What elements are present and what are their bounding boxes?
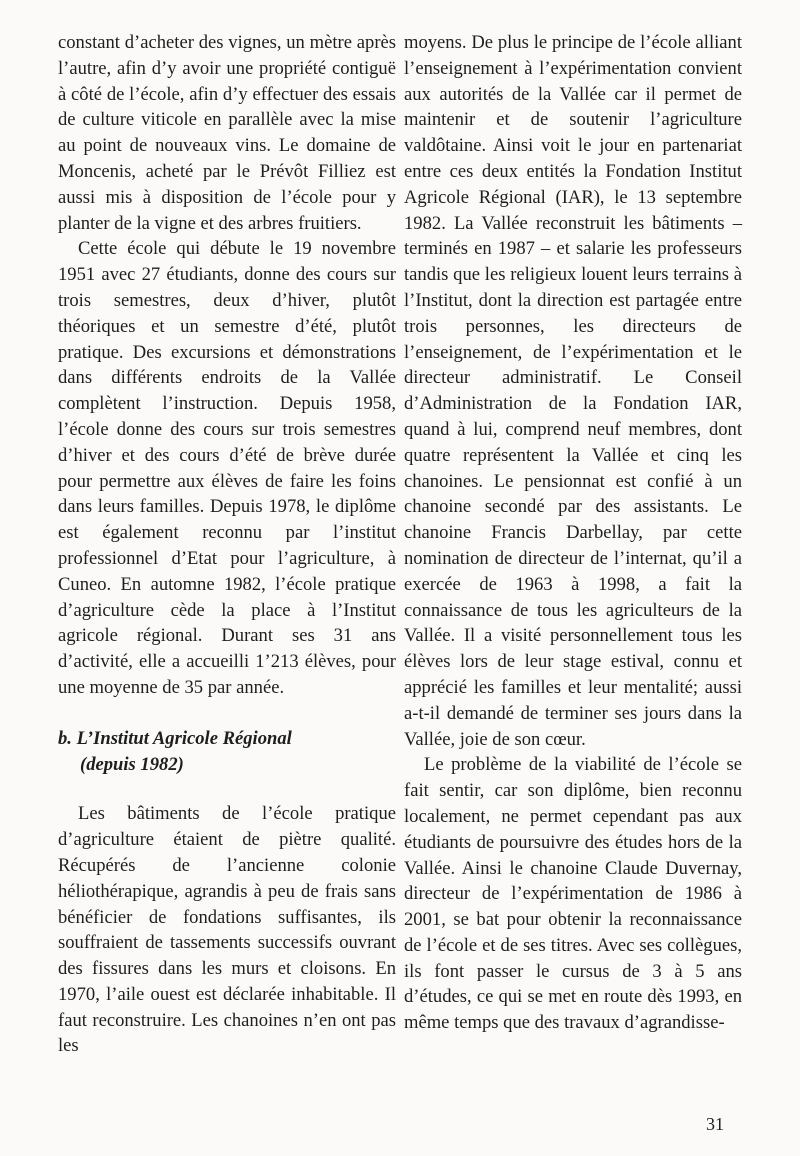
page-number: 31 [706, 1114, 724, 1134]
right-column [404, 30, 742, 1036]
paragraph-foundation: moyens. De plus le principe de l’école alliant l’enseignement à l’expérimentation convient aux autorités de la Vallée car il permet de maintenir et de soutenir l’agriculture valdôtaine. Ainsi voit le jour en partenariat entre ces deux entités la Fondation Institut Agricole Régional (IAR), le 13 septembre 1982. La Vallée reconstruit les bâtiments – terminés en 1987 – et salarie les professeurs tandis que les religieux louent leurs terrains à l’Institut, dont la direction est partagée entre trois personnes, les directeurs de l’enseignement, de l’expérimentation et le directeur administratif. Le Conseil d’Administration de la Fondation IAR, quand à lui, comprend neuf membres, dont quatre représentent la Vallée et cinq les chanoines. Le pensionnat est confié à un chanoine secondé par des assistants. Le chanoine Francis Darbellay, par cette nomination de directeur de l’internat, qu’il a exercée de 1963 à 1998, a fait la connaissance de tous les agriculteurs de la Vallée. Il a visité personnellement tous les élèves lors de leur stage estival, connu et apprécié les familles et leur mentalité; aussi a-t-il demandé de terminer ses jours dans la Vallée, joie de son cœur. [404, 32, 742, 750]
left-column [58, 30, 396, 1059]
paragraph-viability: Le problème de la viabilité de l’école se fait sentir, car son diplôme, bien reconnu localement, ne permet cependant pas aux étudiants de poursuivre des études hors de la Vallée. Ainsi le chanoine Claude Duvernay, directeur de l’expérimentation de 1986 à 2001, se bat pour obtenir la reconnaissance de l’école et de ses titres. Avec ses collègues, ils font passer le cursus de 3 à 5 ans d’études, ce qui se met en route dès 1993, en même temps que des travaux d’agrandisse- [404, 754, 742, 1034]
section-heading-title: b. L’Institut Agricole Régional [58, 727, 292, 749]
section-heading [58, 726, 396, 778]
paragraph-vineyards: constant d’acheter des vignes, un mètre après l’autre, afin d’y avoir une propriété contiguë à côté de l’école, afin d’y effectuer des essais de culture viticole en parallèle avec la mise au point de nouveaux vins. Le domaine de Moncenis, acheté par le Prévôt Filliez est aussi mis à disposition de l’école pour y planter de la vigne et des arbres fruitiers. [58, 32, 396, 234]
paragraph-school-history: Cette école qui débute le 19 novembre 1951 avec 27 étudiants, donne des cours sur trois semestres, deux d’hiver, plutôt théoriques et un semestre d’été, plutôt pratique. Des excursions et démonstrations dans différents endroits de la Vallée complètent l’instruction. Depuis 1958, l’école donne des cours sur trois semestres d’hiver et des cours d’été de brève durée pour permettre aux élèves de faire les foins dans leurs familles. Depuis 1978, le diplôme est également reconnu par l’institut professionnel d’Etat pour l’agriculture, à Cuneo. En automne 1982, l’école pratique d’agriculture cède la place à l’Institut agricole régional. Durant ses 31 ans d’activité, elle a accueilli 1’213 élèves, pour une moyenne de 35 par année. [58, 238, 396, 698]
paragraph-buildings: Les bâtiments de l’école pratique d’agriculture étaient de piètre qualité. Récupérés de l’ancienne colonie héliothérapique, agrandis à peu de frais sans bénéficier de fondations suffisantes, ils souffraient de tassements successifs ouvrant des fissures dans les murs et cloisons. En 1970, l’aile ouest est déclarée inhabitable. Il faut reconstruire. Les chanoines n’en ont pas les [58, 803, 396, 1057]
section-heading-dates: (depuis 1982) [80, 753, 184, 775]
